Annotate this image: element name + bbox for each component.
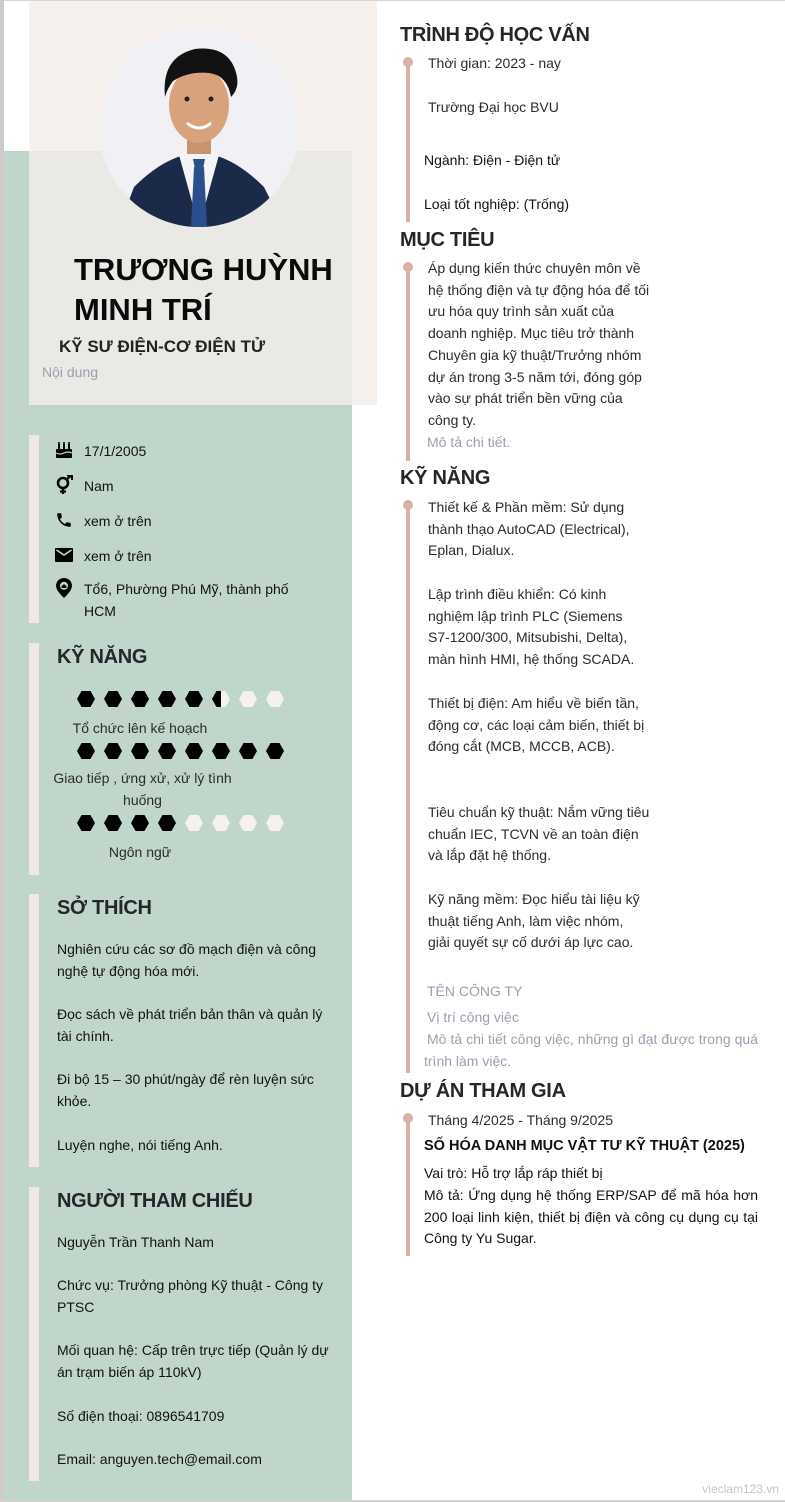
contact-section-bar [29,435,39,623]
objective-text[interactable]: Áp dụng kiến thức chuyên môn về hệ thống điện và tự động hóa để tối ưu hóa quy trình sản xuất của doanh nghiệp. Mục tiêu trở thành Chuyên gia kỹ thuật/Trưởng nhóm dự án trong 3-5 năm tới, đóng góp vào sự phát triển bền vững của công ty. [428,260,650,428]
rating-hex-empty-icon [239,815,257,831]
education-graduation[interactable]: Loại tốt nghiệp: (Trống) [424,196,570,212]
skill-detail[interactable]: Kỹ năng mềm: Đọc hiểu tài liệu kỹ thuật tiếng Anh, làm việc nhóm, giải quyết sự cố dưới áp lực cao. [428,891,640,951]
main-skills-heading: KỸ NĂNG [400,467,491,489]
education-time[interactable]: Thời gian: 2023 - nay [428,55,561,71]
skill-label-planning[interactable]: Tổ chức lên kế hoạch [72,720,208,736]
references-section-bar [29,1187,39,1481]
company-placeholder[interactable]: TÊN CÔNG TY [427,983,523,999]
skill-rating-language[interactable] [77,815,284,831]
description-placeholder[interactable]: Mô tả chi tiết công việc, những gì đạt được trong quá trình làm việc. [424,1031,758,1069]
reference-phone[interactable]: Số điện thoại: 0896541709 [57,1408,225,1424]
rating-hex-icon [266,743,284,759]
portrait-image [99,27,299,227]
phone-value: xem ở trên [84,513,152,529]
skill-label-communication[interactable]: Giao tiếp , ứng xử, xử lý tình huống [53,770,232,808]
rating-hex-icon [131,743,149,759]
timeline-dot-icon [403,1113,413,1123]
project-time[interactable]: Tháng 4/2025 - Tháng 9/2025 [428,1112,614,1128]
rating-hex-empty-icon [266,815,284,831]
skills-section-bar [29,643,39,875]
project-title[interactable]: SỐ HÓA DANH MỤC VẬT TƯ KỸ THUẬT (2025) [424,1138,745,1154]
contact-phone[interactable] [54,510,309,532]
skill-detail[interactable]: Tiêu chuẩn kỹ thuật: Nắm vững tiêu chuẩn IEC, TCVN về an toàn điện và lắp đặt hệ thống. [428,804,650,864]
contact-birthday[interactable] [54,440,309,462]
birthday-cake-icon [54,440,74,460]
skills-timeline [406,503,410,1073]
location-icon [54,578,74,598]
rating-hex-icon [185,691,203,707]
rating-hex-icon [77,743,95,759]
birthday-value: 17/1/2005 [84,443,147,459]
rating-hex-empty-icon [239,691,257,707]
candidate-name[interactable] [74,250,344,330]
rating-hex-icon [158,815,176,831]
rating-hex-icon [104,691,122,707]
gender-icon [54,475,74,495]
skill-rating-planning[interactable] [77,691,284,707]
skill-label-language[interactable]: Ngôn ngữ [108,844,172,860]
reference-position[interactable]: Chức vụ: Trưởng phòng Kỹ thuật - Công ty PTSC [57,1277,324,1315]
rating-hex-icon [239,743,257,759]
projects-heading: DỰ ÁN THAM GIA [400,1080,566,1102]
contact-gender[interactable] [54,475,309,497]
avatar[interactable] [99,27,299,227]
references-heading: NGƯỜI THAM CHIẾU [57,1190,253,1212]
reference-email[interactable]: Email: anguyen.tech@email.com [57,1451,262,1467]
email-icon [54,545,74,565]
rating-hex-half-icon [212,691,230,707]
project-role[interactable]: Vai trò: Hỗ trợ lắp ráp thiết bị [424,1165,603,1181]
email-value: xem ở trên [84,548,152,564]
hobby-item[interactable]: Đọc sách về phát triển bản thân và quản lý tài chính. [57,1006,323,1044]
education-major[interactable]: Ngành: Điện - Điện tử [424,152,561,168]
name-line-1: TRƯƠNG HUỲNH [74,252,333,287]
address-value: Tổ6, Phường Phú Mỹ, thành phố HCM [84,581,289,619]
job-title[interactable]: KỸ SƯ ĐIỆN-CƠ ĐIỆN TỬ [59,337,266,356]
hobby-item[interactable]: Nghiên cứu các sơ đồ mạch điện và công nghệ tự động hóa mới. [57,941,317,979]
rating-hex-icon [158,743,176,759]
objective-placeholder[interactable]: Mô tả chi tiết. [427,434,511,450]
rating-hex-icon [77,815,95,831]
rating-hex-icon [77,691,95,707]
watermark: vieclam123.vn [702,1482,779,1496]
project-description[interactable]: Mô tả: Ứng dụng hệ thống ERP/SAP để mã hóa hơn 200 loại linh kiện, thiết bị điện và công cụ dụng cụ tại Công ty Yu Sugar. [424,1187,758,1247]
objective-heading: MỤC TIÊU [400,229,495,251]
skill-detail[interactable]: Lập trình điều khiển: Có kinh nghiệm lập trình PLC (Siemens S7-1200/300, Mitsubishi, Delta), màn hình HMI, hệ thống SCADA. [428,586,635,668]
timeline-dot-icon [403,500,413,510]
contact-email[interactable] [54,545,309,567]
reference-relation[interactable]: Mối quan hệ: Cấp trên trực tiếp (Quản lý dự án trạm biến áp 110kV) [57,1342,329,1380]
phone-icon [54,510,74,530]
reference-name[interactable]: Nguyễn Trần Thanh Nam [57,1234,214,1250]
education-heading: TRÌNH ĐỘ HỌC VẤN [400,24,590,46]
skill-detail[interactable]: Thiết bị điện: Am hiểu về biến tần, động cơ, các loại cảm biến, thiết bị đóng cắt (MCB, MCCB, ACB). [428,695,645,755]
hobbies-heading: SỞ THÍCH [57,897,152,919]
objective-timeline [406,265,410,461]
hobby-item[interactable]: Luyện nghe, nói tiếng Anh. [57,1137,223,1153]
timeline-dot-icon [403,262,413,272]
contact-address[interactable] [54,578,309,622]
rating-hex-icon [104,815,122,831]
hobby-item[interactable]: Đi bộ 15 – 30 phút/ngày để rèn luyện sức khỏe. [57,1071,314,1109]
job-subtitle[interactable]: Nội dung [42,364,99,380]
side-skills-heading: KỸ NĂNG [57,646,148,668]
education-school[interactable]: Trường Đại học BVU [428,99,559,115]
rating-hex-icon [131,815,149,831]
timeline-dot-icon [403,57,413,67]
rating-hex-icon [104,743,122,759]
rating-hex-icon [131,691,149,707]
gender-value: Nam [84,478,114,494]
rating-hex-empty-icon [185,815,203,831]
rating-hex-icon [212,743,230,759]
rating-hex-empty-icon [266,691,284,707]
hobbies-section-bar [29,894,39,1167]
rating-hex-icon [158,691,176,707]
rating-hex-empty-icon [212,815,230,831]
skill-detail[interactable]: Thiết kế & Phần mềm: Sử dụng thành thạo AutoCAD (Electrical), Eplan, Dialux. [428,499,630,559]
name-line-2: MINH TRÍ [74,292,212,327]
education-timeline [406,60,410,222]
rating-hex-icon [185,743,203,759]
skill-rating-communication[interactable] [77,743,284,759]
projects-timeline [406,1116,410,1256]
position-placeholder[interactable]: Vị trí công việc [427,1009,519,1025]
